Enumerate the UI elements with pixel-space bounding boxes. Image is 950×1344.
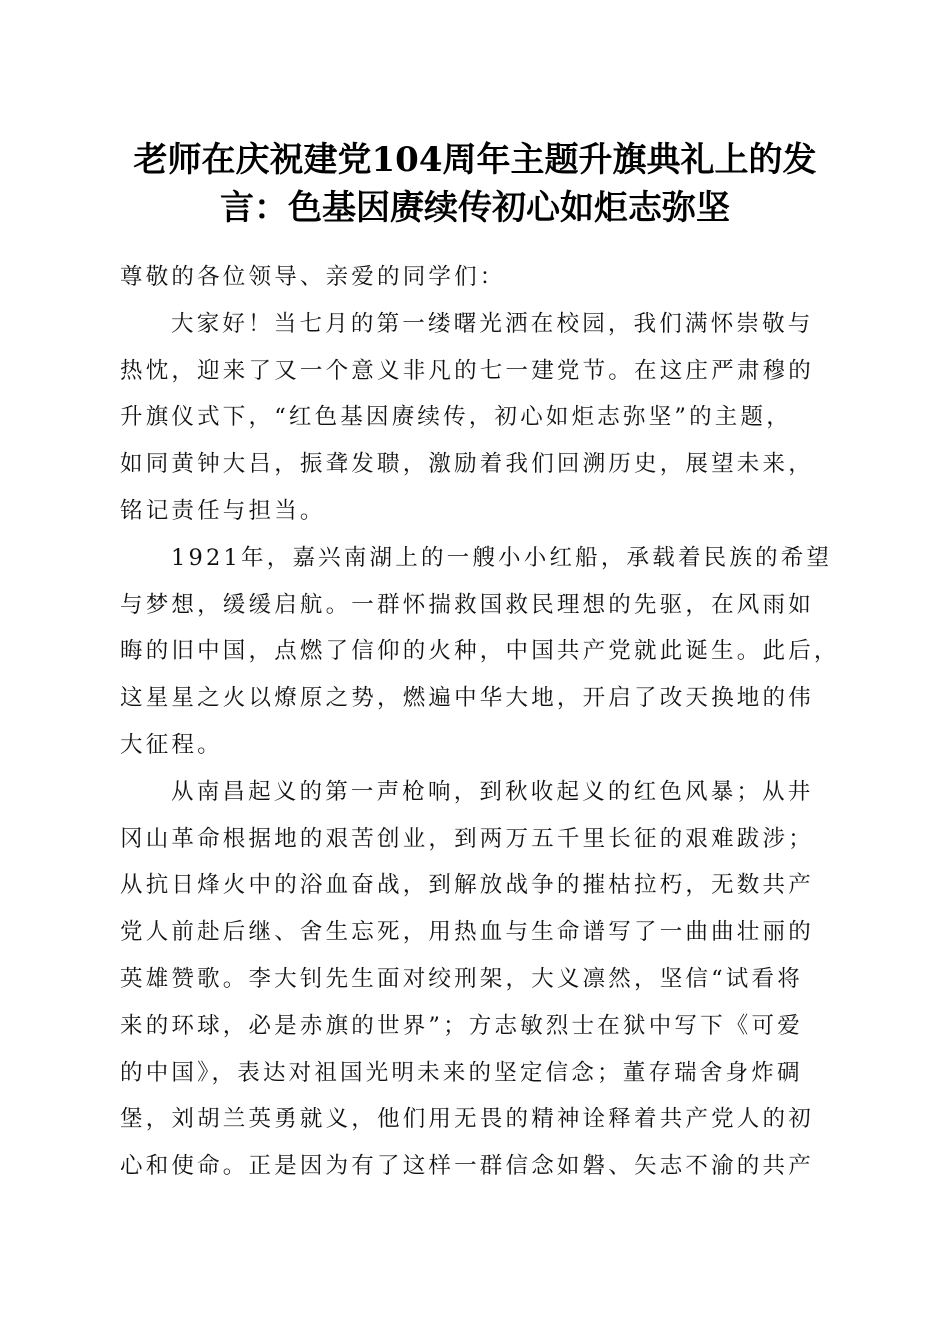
- paragraph-line: 的中国》，表达对祖国光明未来的坚定信念；董存瑞舍身炸碉: [120, 1059, 803, 1086]
- paragraph-line: 来的环球，必是赤旗的世界”；方志敏烈士在狱中写下《可爱: [120, 1012, 803, 1039]
- paragraph-line: 1921年，嘉兴南湖上的一艘小小红船，承载着民族的希望: [171, 544, 833, 571]
- paragraph-line: 大征程。: [120, 731, 223, 758]
- paragraph-line: 铭记责任与担当。: [120, 497, 326, 524]
- paragraph-1: [120, 301, 835, 535]
- salutation: 尊敬的各位领导、亲爱的同学们：: [120, 264, 506, 290]
- paragraph-3: [120, 769, 835, 1190]
- paragraph-line: 这星星之火以燎原之势，燃遍中华大地，开启了改天换地的伟: [120, 685, 814, 712]
- paragraph-line: 与梦想，缓缓启航。一群怀揣救国救民理想的先驱，在风雨如: [120, 591, 814, 618]
- paragraph-2: [120, 535, 840, 769]
- title-line-2: 言：色基因赓续传初心如炬志弥坚: [220, 188, 730, 228]
- paragraph-line: 堡，刘胡兰英勇就义，他们用无畏的精神诠释着共产党人的初: [120, 1106, 814, 1133]
- document-title: [110, 136, 840, 232]
- paragraph-line: 冈山革命根据地的艰苦创业，到两万五千里长征的艰难跋涉；: [120, 825, 814, 852]
- paragraph-line: 心和使命。正是因为有了这样一群信念如磐、矢志不渝的共产: [120, 1153, 814, 1180]
- title-line-1: 老师在庆祝建党104周年主题升旗典礼上的发: [133, 140, 817, 180]
- paragraph-line: 党人前赴后继、舍生忘死，用热血与生命谱写了一曲曲壮丽的: [120, 919, 814, 946]
- paragraph-line: 英雄赞歌。李大钊先生面对绞刑架，大义凛然，坚信“试看将: [120, 965, 803, 992]
- paragraph-line: 如同黄钟大吕，振聋发聩，激励着我们回溯历史，展望未来，: [120, 451, 814, 478]
- paragraph-line: 从抗日烽火中的浴血奋战，到解放战争的摧枯拉朽，无数共产: [120, 872, 814, 899]
- paragraph-line: 从南昌起义的第一声枪响，到秋收起义的红色风暴；从井: [171, 778, 814, 805]
- paragraph-line: 大家好！当七月的第一缕曙光洒在校园，我们满怀崇敬与: [171, 310, 814, 337]
- paragraph-line: 晦的旧中国，点燃了信仰的火种，中国共产党就此诞生。此后，: [120, 638, 840, 665]
- paragraph-line: 升旗仪式下，“红色基因赓续传，初心如炬志弥坚”的主题，: [120, 404, 792, 431]
- document-body: [120, 254, 840, 1190]
- paragraph-line: 热忱，迎来了又一个意义非凡的七一建党节。在这庄严肃穆的: [120, 357, 814, 384]
